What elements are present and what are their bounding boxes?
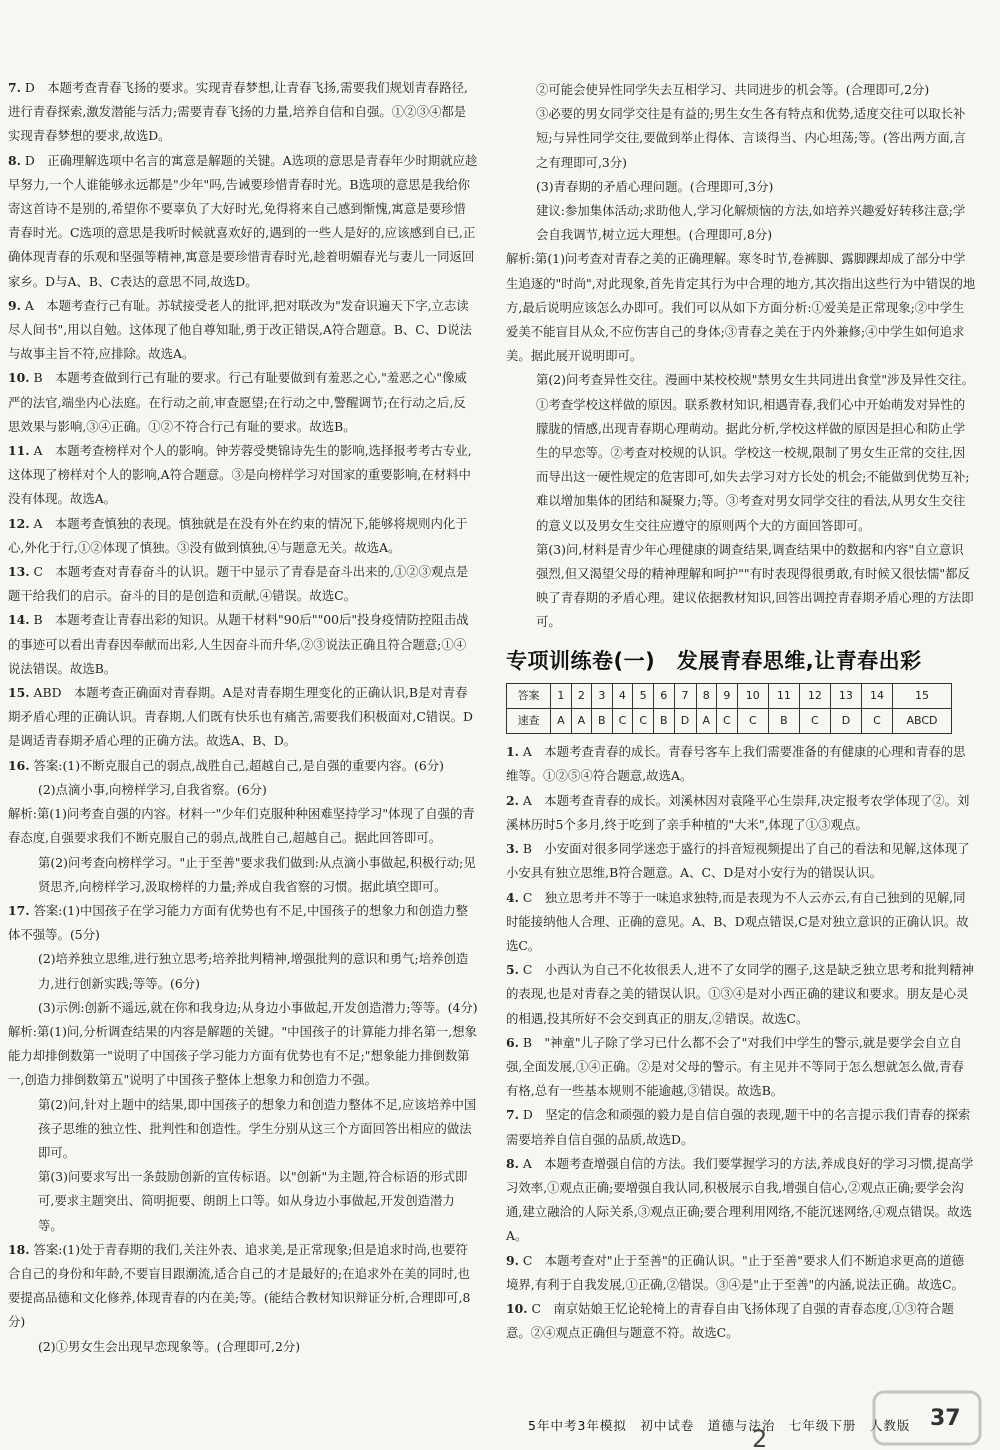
item-text: 第(2)问考查异性交往。漫画中某校校规"禁男女生共同进出食堂"涉及异性交往。①考查学校这样做的原因。联系教材知识,相遇青春,我们心中开始萌发对异性的朦胧的情感,出现青春期心理萌动。据此分析,学校这样做的原因是担心和防止学生的早恋等。②考查对校规的认识。学校这一校规,限制了男女生正常的交往,因而导出这一硬性规定的危害即可,如失去学习对方长处的机会;不能做到优势互补;难以增加集体的团结和凝聚力;等。③考查对男女同学交往的看法,从男女生交往的意义以及男女生交往应遵守的原则两个大的方面回答即可。: [536, 372, 974, 533]
item-text: 解析:第(1)问,分析调查结果的内容是解题的关键。"中国孩子的计算能力排名第一,想象能力却排倒数第一"说明了中国孩子学习能力方面有优势也有不足;"想象能力排倒数第一,创造力排倒数第五"说明了中国孩子整体上想象力和创造力不强。: [8, 1023, 477, 1088]
item-text: B 本题考查做到行己有耻的要求。行己有耻要做到有羞恶之心,"羞恶之心"像威严的法官,端坐内心法庭。在行动之前,审查愿望;在行动之中,警醒调节;在行动之后,反思效果与影响,③④正确。①②不符合行己有耻的要求。故选B。: [8, 370, 467, 434]
item-text: ②可能会使异性同学失去互相学习、共同进步的机会等。(合理即可,2分): [536, 82, 930, 97]
item-text: (2)①男女生会出现早恋现象等。(合理即可,2分): [38, 1338, 301, 1354]
answer-item: [506, 1249, 976, 1297]
answer-cell: C: [861, 709, 892, 734]
item-text: ③必要的男女同学交往是有益的;男生女生各有特点和优势,适度交往可以取长补短;与异性同学交往,要做到举止得体、言谈得当、内心坦荡;等。(答出两方面,言之有理即可,3分): [536, 106, 966, 170]
question-number-cell: 14: [861, 683, 892, 708]
item-number: 10.: [8, 370, 30, 386]
answer-item: [506, 886, 976, 959]
answer-item: [506, 368, 976, 537]
item-text: B 小安面对很多同学迷恋于盛行的抖音短视频提出了自己的看法和见解,这体现了小安具有独立思维,B符合题意。A、C、D是对小安行为的错误认识。: [506, 841, 970, 881]
item-text: 答案:(1)中国孩子在学习能力方面有优势也有不足,中国孩子的想象力和创造力整体不强等。(5分): [8, 902, 469, 943]
item-number: 11.: [8, 443, 30, 459]
answer-cell: A: [571, 709, 591, 734]
answer-cell: A: [551, 709, 571, 734]
item-number: 1.: [506, 744, 519, 760]
answer-item: [8, 754, 478, 778]
item-text: 第(2)问,针对上题中的结果,即中国孩子的想象力和创造力整体不足,应该培养中国孩子思维的独立性、批判性和创造性。学生分别从这三个方面回答出相应的做法即可。: [38, 1096, 477, 1160]
answer-cell: C: [737, 709, 768, 734]
item-number: 3.: [506, 841, 519, 857]
answer-cell: B: [592, 709, 613, 734]
answer-item: [506, 1152, 976, 1249]
section-title: 专项训练卷(一) 发展青春思维,让青春出彩: [506, 648, 922, 673]
item-text: D 正确理解选项中名言的寓意是解题的关键。A选项的意思是青春年少时期就应趁早努力,一个人谁能够永远都是"少年"吗,告诫要珍惜青春时光。B选项的意思是我给你寄这首诗不是别的,希望你不要辜负了大好时光,免得将来自己感到惭愧,寓意是要珍惜青春时光。C选项的意思是我听时候就喜欢好的,遇到的一些人是好的,应该感到自已,正确体现青春的乐观和坚强等精神,寓意是要珍惜青春时光,趁着明媚春光与妻儿一同返回家乡。D与A、B、C表达的意思不同,故选D。: [8, 152, 478, 289]
item-text: A 本题考查慎独的表现。慎独就是在没有外在约束的情况下,能够将规则内化于心,外化于行,①②体现了慎独。③没有做到慎独,④与题意无关。故选A。: [8, 515, 468, 555]
answer-item: [506, 102, 976, 175]
answer-cell: B: [768, 709, 799, 734]
left-column: [8, 76, 478, 1359]
answer-item: [8, 1093, 478, 1166]
item-number: 10.: [506, 1300, 528, 1316]
item-text: C 小西认为自己不化妆很丢人,进不了女同学的圈子,这是缺乏独立思考和批判精神的表现,也是对青春之美的错误认识。①③④是对小西正确的建议和要求。朋友是心灵的相遇,投其所好不会交到真正的朋友,②错误。故选C。: [506, 962, 974, 1026]
answer-item: [8, 439, 478, 512]
answer-item: [8, 1335, 478, 1359]
answer-item: [506, 1103, 976, 1151]
item-number: 17.: [8, 902, 30, 918]
item-text: A 本题考查青春的成长。刘溪林因对袁隆平心生崇拜,决定报考农学体现了②。刘溪林历时5个多月,终于吃到了亲手种植的"大米",体现了①③观点。: [506, 792, 970, 832]
item-text: C 本题考查对"止于至善"的正确认识。"止于至善"要求人们不断追求更高的道德境界,有利于自我发展,①正确,②错误。③④是"止于至善"的内涵,说法正确。故选C。: [506, 1252, 965, 1292]
answer-item: [8, 681, 478, 754]
question-number-cell: 2: [571, 683, 591, 708]
question-number-cell: 1: [551, 683, 571, 708]
item-text: (2)点滴小事,向榜样学习,自我省察。(6分): [38, 781, 267, 797]
answer-item: [506, 740, 976, 788]
answer-item: [506, 175, 976, 199]
answer-cell: ABCD: [893, 709, 952, 734]
answer-cell: D: [674, 709, 696, 734]
answer-item: [8, 778, 478, 802]
question-number-cell: 13: [830, 683, 861, 708]
item-text: (3)示例:创新不遥远,就在你和我身边;从身边小事做起,开发创造潜力;等等。(4分): [38, 999, 478, 1015]
answer-cell: A: [696, 709, 716, 734]
answer-item: [506, 1297, 976, 1345]
item-text: (2)培养独立思维,进行独立思考;培养批判精神,增强批判的意识和勇气;培养创造力,进行创新实践;等等。(6分): [38, 951, 469, 991]
question-number-cell: 3: [592, 683, 613, 708]
item-text: 解析:第(1)问考查对青春之美的正确理解。寒冬时节,卷裤脚、露脚踝却成了部分中学生追逐的"时尚",对此现象,首先肯定其行为中合理的地方,其次指出这些行为中错误的地方,最后说明应该怎么办即可。我们可以从如下方面分析:①爱美是正常现象;②中学生爱美不能盲目从众,不应伤害自己的身体;③青春之美在于内外兼修;④中学生如何追求美。据此展开说明即可。: [506, 251, 976, 364]
answer-item: [506, 789, 976, 837]
answer-item: [8, 76, 478, 149]
answer-cell: C: [612, 709, 633, 734]
watermark-stamp: [872, 1390, 982, 1446]
question-number-cell: 5: [633, 683, 654, 708]
answer-item: [506, 538, 976, 635]
answer-item: [8, 899, 478, 947]
item-number: 8.: [506, 1155, 519, 1171]
answer-item: [8, 802, 478, 850]
question-number-cell: 8: [696, 683, 716, 708]
answer-cell: C: [633, 709, 654, 734]
answer-item: [8, 560, 478, 608]
answer-item: [506, 78, 976, 102]
answer-cell: C: [717, 709, 738, 734]
item-text: B 本题考查让青春出彩的知识。从题干材料"90后""00后"投身疫情防控阻击战的事迹可以看出青春因奉献而出彩,人生因奋斗而升华,②③说法正确且符合题意;①④说法错误。故选B。: [8, 612, 469, 676]
item-number: 9.: [506, 1252, 519, 1268]
page-number: 37: [930, 1406, 961, 1431]
item-number: 2.: [506, 792, 519, 808]
answer-cell: D: [830, 709, 861, 734]
question-number-cell: 10: [737, 683, 768, 708]
question-number-cell: 11: [768, 683, 799, 708]
item-text: 答案:(1)处于青春期的我们,关注外表、追求美,是正常现象;但是追求时尚,也要符合自己的身份和年龄,不要盲目跟潮流,适合自己的才是最好的;在追求外在美的同时,也要提高品德和文化修养,体现青春的内在美;等。(能结合教材知识辩证分析,合理即可,8分): [8, 1241, 471, 1330]
answer-item: [8, 947, 478, 995]
item-number: 15.: [8, 685, 30, 701]
item-text: C 南京姑娘王忆论轮椅上的青春自由飞扬体现了自强的青春态度,①③符合题意。②④观点正确但与题意不符。故选C。: [506, 1300, 954, 1341]
answer-item: [8, 294, 478, 367]
right-column: [506, 78, 976, 1345]
answer-item: [8, 996, 478, 1020]
item-number: 7.: [8, 80, 21, 95]
item-text: 第(3)问,材料是青少年心理健康的调查结果,调查结果中的数据和内容"自立意识强烈,但又渴望父母的精神理解和呵护""有时表现得很勇敢,有时候又很怯懦"都反映了青春期的矛盾心理。建议依据教材知识,回答出调控青春期矛盾心理的方法即可。: [536, 541, 974, 630]
item-number: 13.: [8, 564, 30, 580]
item-text: D 坚定的信念和顽强的毅力是自信自强的表现,题干中的名言提示我们青春的探索需要培养自信自强的品质,故选D。: [506, 1107, 971, 1147]
question-number-cell: 7: [674, 683, 696, 708]
question-number-cell: 6: [654, 683, 675, 708]
question-number-cell: 9: [717, 683, 738, 708]
answer-item: [8, 851, 478, 899]
item-number: 6.: [506, 1034, 519, 1050]
item-text: (3)青春期的矛盾心理问题。(合理即可,3分): [536, 178, 774, 194]
answer-item: [506, 958, 976, 1031]
item-number: 8.: [8, 152, 21, 168]
item-text: B "神童"儿子除了学习已什么都不会了"对我们中学生的警示,就是要学会自立自强,全面发展,①④正确。②是对父母的警示。有主见并不等同于怎么想就怎么做,青春有格,总有一些基本规则不能逾越,③错误。故选B。: [506, 1034, 964, 1099]
item-text: 建议:参加集体活动;求助他人,学习化解烦恼的方法,如培养兴趣爱好转移注意;学会自我调节,树立远大理想。(合理即可,8分): [536, 203, 966, 243]
answer-label: 答案: [507, 683, 551, 708]
handwritten-mark: 2: [752, 1425, 768, 1450]
answer-item: [8, 1020, 478, 1093]
answer-item: [8, 1165, 478, 1238]
quick-label: 速查: [507, 709, 551, 734]
answer-item: [8, 608, 478, 681]
item-text: 答案:(1)不断克服自己的弱点,战胜自己,超越自己,是自强的重要内容。(6分): [33, 757, 444, 773]
item-text: D 本题考查青春飞扬的要求。实现青春梦想,让青春飞扬,需要我们规划青春路径,进行青春探索,激发潜能与活力;需要青春飞扬的力量,培养自信和自强。①②③④都是实现青春梦想的要求,故选D。: [8, 80, 468, 144]
answer-item: [506, 837, 976, 885]
question-number-cell: 15: [893, 683, 952, 708]
answer-item: [8, 1238, 478, 1335]
item-text: A 本题考查青春的成长。青春号客车上我们需要准备的有健康的心理和青春的思维等。①②⑤④符合题意,故选A。: [506, 744, 966, 784]
item-number: 14.: [8, 612, 30, 628]
item-text: C 独立思考并不等于一味追求独特,而是表现为不人云亦云,有自己独到的见解,同时能接纳他人合理、正确的意见。A、B、D观点错误,C是对独立意识的正确认识。故选C。: [506, 889, 969, 953]
question-number-cell: 4: [612, 683, 633, 708]
item-number: 9.: [8, 297, 21, 313]
item-number: 16.: [8, 757, 30, 773]
item-number: 5.: [506, 962, 519, 978]
item-text: A 本题考查行己有耻。苏轼接受老人的批评,把对联改为"发奋识遍天下字,立志读尽人间书",用以自勉。这体现了他自尊知耻,勇于改正错误,A符合题意。B、C、D说法与故事主旨不符,应排除。故选A。: [8, 297, 472, 362]
answer-item: [8, 512, 478, 560]
item-number: 12.: [8, 515, 30, 531]
answer-item: [8, 149, 478, 294]
item-text: A 本题考查榜样对个人的影响。钟芳蓉受樊锦诗先生的影响,选择报考考古专业,这体现了榜样对个人的影响,A符合题意。③是向榜样学习对国家的重要影响,在材料中没有体现。故选A。: [8, 443, 472, 507]
answer-cell: B: [654, 709, 675, 734]
answer-item: [506, 1031, 976, 1104]
item-text: A 本题考查增强自信的方法。我们要掌握学习的方法,养成良好的学习习惯,提高学习效率,①观点正确;要增强自我认同,积极展示自我,增强自信心,②观点正确;要学会沟通,建立融洽的人际关系,③观点正确;要合理利用网络,不能沉迷网络,④观点错误。故选A。: [506, 1155, 974, 1244]
item-number: 4.: [506, 889, 519, 905]
answer-item: [506, 199, 976, 247]
item-number: 18.: [8, 1241, 30, 1257]
answer-item: [8, 366, 478, 439]
item-text: ABD 本题考查正确面对青春期。A是对青春期生理变化的正确认识,B是对青春期矛盾心理的正确认识。青春期,人们既有快乐也有痛苦,需要我们积极面对,C错误。D是调适青春期矛盾心理的正确方法。故选A、B、D。: [8, 685, 473, 749]
answer-item: [506, 247, 976, 368]
question-number-cell: 12: [799, 683, 830, 708]
answer-cell: C: [799, 709, 830, 734]
item-text: 第(2)问考查向榜样学习。"止于至善"要求我们做到:从点滴小事做起,积极行动;见贤思齐,向榜样学习,汲取榜样的力量;养成自我省察的习惯。据此填空即可。: [38, 854, 476, 894]
item-text: 第(3)问要求写出一条鼓励创新的宣传标语。以"创新"为主题,符合标语的形式即可,要求主题突出、简明扼要、朗朗上口等。如从身边小事做起,开发创造潜力等。: [38, 1169, 468, 1233]
item-text: 解析:第(1)问考查自强的内容。材料一"少年们克服种种困难坚持学习"体现了自强的青春态度,自强要求我们不断克服自己的弱点,战胜自己,超越自己。据此回答即可。: [8, 806, 475, 846]
page-footer: 5年中考3年模拟 初中试卷 道德与法治 七年级下册 人教版: [528, 1418, 911, 1433]
item-number: 7.: [506, 1107, 519, 1123]
item-text: C 本题考查对青春奋斗的认识。题干中显示了青春是奋斗出来的,①②③观点是题干给我们的启示。奋斗的目的是创造和贡献,④错误。故选C。: [8, 564, 469, 604]
answer-quick-table: [506, 683, 952, 734]
